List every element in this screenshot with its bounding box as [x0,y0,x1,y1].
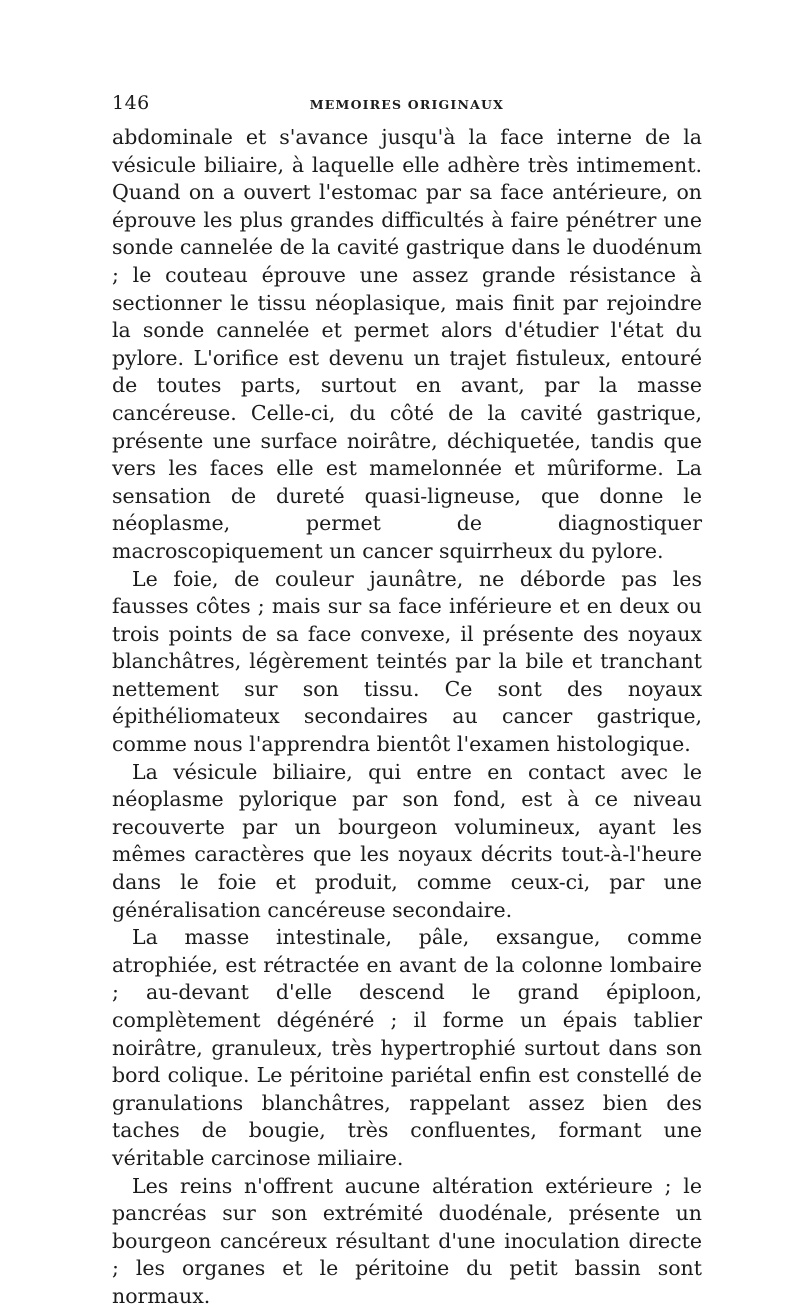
paragraph: Les reins n'offrent aucune altération extérieure ; le pancréas sur son extrémité duodénale, présente un bourgeon cancéreux résultant d'une inoculation directe ; les organes et le péritoine du petit bassin sont normaux. [112,1173,702,1308]
paragraph: Le foie, de couleur jaunâtre, ne déborde pas les fausses côtes ; mais sur sa face inférieure et en deux ou trois points de sa face convexe, il présente des noyaux blanchâtres, légèrement teintés par la bile et tranchant nettement sur son tissu. Ce sont des noyaux épithéliomateux secondaires au cancer gastrique, comme nous l'apprendra bientôt l'examen histologique. [112,566,702,757]
running-head-title: MEMOIRES ORIGINAUX [309,97,504,112]
page-number: 146 [112,92,150,114]
body-text [112,124,702,1311]
paragraph: La masse intestinale, pâle, exsangue, comme atrophiée, est rétractée en avant de la colonne lombaire ; au-devant d'elle descend le grand épiploon, complètement dégénéré ; il forme un épais tablier noirâtre, granuleux, très hypertrophié surtout dans son bord colique. Le péritoine pariétal enfin est constellé de granulations blanchâtres, rappelant assez bien des taches de bougie, très confluentes, formant une véritable carcinose miliaire. [112,925,702,1170]
running-head [112,92,708,120]
paragraph: La vésicule biliaire, qui entre en contact avec le néoplasme pylorique par son fond, est à ce niveau recouverte par un bourgeon volumineux, ayant les mêmes caractères que les noyaux décrits tout-à-l'heure dans le foie et produit, comme ceux-ci, par une généralisation cancéreuse secondaire. [112,759,702,922]
paragraph: abdominale et s'avance jusqu'à la face interne de la vésicule biliaire, à laquelle elle adhère très intimement. Quand on a ouvert l'estomac par sa face antérieure, on éprouve les plus grandes difficultés à faire pénétrer une sonde cannelée de la cavité gastrique dans le duodénum ; le couteau éprouve une assez grande résistance à sectionner le tissu néoplasique, mais finit par rejoindre la sonde cannelée et permet alors d'étudier l'état du pylore. L'orifice est devenu un trajet fistuleux, entouré de toutes parts, surtout en avant, par la masse cancéreuse. Celle-ci, du côté de la cavité gastrique, présente une surface noirâtre, déchiquetée, tandis que vers les faces elle est mamelonnée et mûriforme. La sensation de dureté quasi-ligneuse, que donne le néoplasme, permet de diagnostiquer macroscopiquement un cancer squirrheux du pylore. [112,125,702,563]
